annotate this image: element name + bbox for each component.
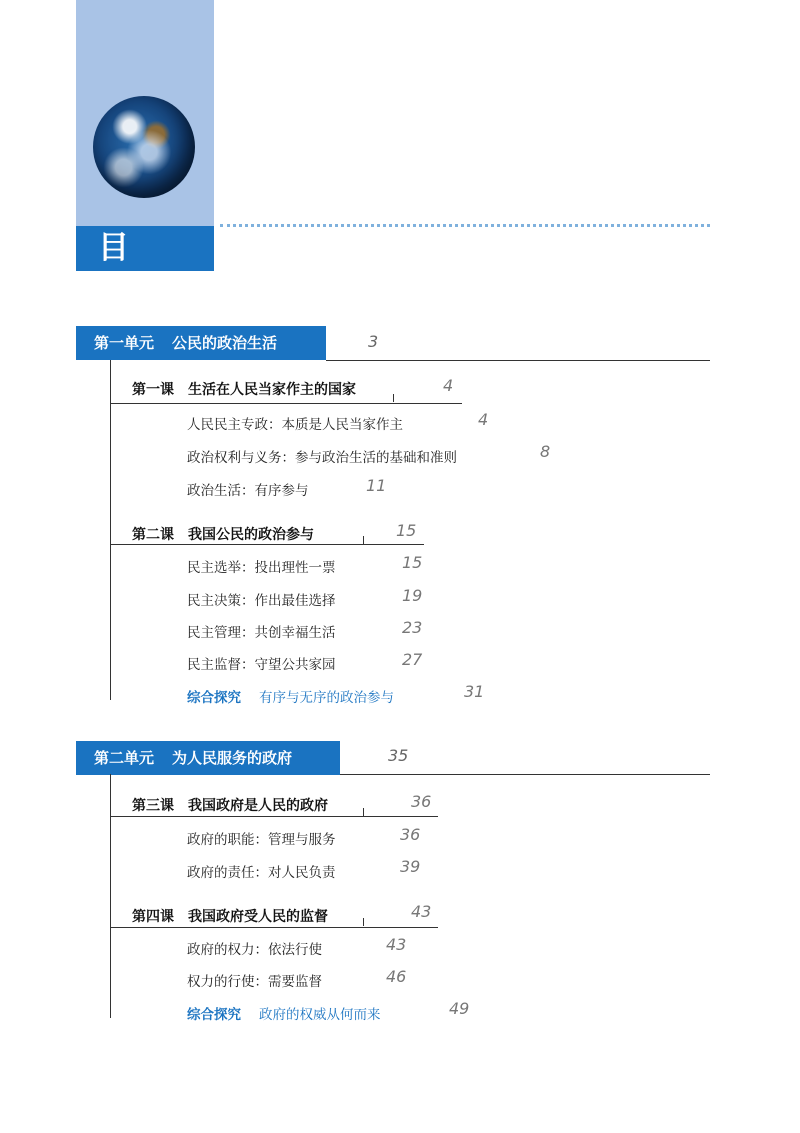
lesson-3-title[interactable]: [132, 795, 328, 815]
earth-globe-image: [93, 96, 195, 198]
lesson-3-rule: [110, 816, 438, 817]
inquiry-2-tag: 综合探究: [187, 1007, 241, 1023]
toc-item-page: 46: [386, 967, 407, 986]
lesson-4-tick: [363, 918, 364, 926]
toc-item[interactable]: 政治权利与义务：参与政治生活的基础和准则: [187, 450, 457, 466]
lesson-2-tick: [363, 536, 364, 544]
unit-1-rule: [326, 360, 710, 361]
toc-item-page: 23: [402, 618, 423, 637]
toc-item-page: 36: [400, 825, 421, 844]
dotted-divider: [220, 224, 710, 227]
lesson-1-title[interactable]: [132, 379, 356, 399]
inquiry-1-page: 31: [464, 682, 485, 701]
toc-item-page: 43: [386, 935, 407, 954]
lesson-1-tick: [393, 394, 394, 402]
lesson-3-name: 我国政府是人民的政府: [188, 798, 328, 814]
lesson-1-name: 生活在人民当家作主的国家: [188, 382, 356, 398]
lesson-1-rule: [110, 403, 462, 404]
toc-item[interactable]: 民主监督：守望公共家园: [187, 657, 336, 673]
toc-item[interactable]: 民主选举：投出理性一票: [187, 560, 336, 576]
inquiry-2[interactable]: [187, 1003, 381, 1023]
toc-item[interactable]: 政府的权力：依法行使: [187, 942, 322, 958]
unit-1-page: 3: [368, 332, 379, 351]
lesson-1-label: 第一课: [132, 382, 174, 398]
inquiry-2-text: 政府的权威从何而来: [259, 1007, 381, 1023]
toc-title: 目 录: [76, 226, 214, 271]
toc-item-page: 39: [400, 857, 421, 876]
unit-1-vertical-rule: [110, 360, 111, 700]
unit-1-name: 公民的政治生活: [172, 334, 278, 352]
toc-item[interactable]: 民主管理：共创幸福生活: [187, 625, 336, 641]
lesson-2-name: 我国公民的政治参与: [188, 527, 314, 543]
unit-1-header[interactable]: [76, 326, 326, 360]
unit-2-header[interactable]: [76, 741, 340, 775]
inquiry-1-text: 有序与无序的政治参与: [259, 690, 394, 706]
lesson-4-rule: [110, 927, 438, 928]
inquiry-2-page: 49: [449, 999, 470, 1018]
lesson-2-rule: [110, 544, 424, 545]
toc-item[interactable]: 人民民主专政：本质是人民当家作主: [187, 417, 403, 433]
toc-item[interactable]: 政府的职能：管理与服务: [187, 832, 336, 848]
unit-2-name: 为人民服务的政府: [172, 749, 293, 767]
unit-2-vertical-rule: [110, 774, 111, 1018]
lesson-3-tick: [363, 808, 364, 816]
toc-item-page: 15: [402, 553, 423, 572]
lesson-3-page: 36: [411, 792, 432, 811]
lesson-1-page: 4: [443, 376, 454, 395]
lesson-2-title[interactable]: [132, 524, 314, 544]
toc-item[interactable]: 政府的责任：对人民负责: [187, 865, 336, 881]
toc-item[interactable]: 政治生活：有序参与: [187, 483, 309, 499]
inquiry-1-tag: 综合探究: [187, 690, 241, 706]
unit-2-page: 35: [388, 746, 409, 765]
toc-item[interactable]: 民主决策：作出最佳选择: [187, 593, 336, 609]
unit-2-label: 第二单元: [94, 749, 155, 767]
lesson-4-page: 43: [411, 902, 432, 921]
toc-item-page: 11: [366, 476, 387, 495]
lesson-4-name: 我国政府受人民的监督: [188, 909, 328, 925]
toc-item-page: 19: [402, 586, 423, 605]
lesson-4-title[interactable]: [132, 906, 328, 926]
lesson-4-label: 第四课: [132, 909, 174, 925]
toc-item-page: 27: [402, 650, 423, 669]
lesson-2-page: 15: [396, 521, 417, 540]
toc-item[interactable]: 权力的行使：需要监督: [187, 974, 322, 990]
lesson-3-label: 第三课: [132, 798, 174, 814]
lesson-2-label: 第二课: [132, 527, 174, 543]
toc-item-page: 4: [478, 410, 489, 429]
unit-2-rule: [340, 774, 710, 775]
toc-item-page: 8: [540, 442, 551, 461]
unit-1-label: 第一单元: [94, 334, 155, 352]
inquiry-1[interactable]: [187, 686, 394, 706]
